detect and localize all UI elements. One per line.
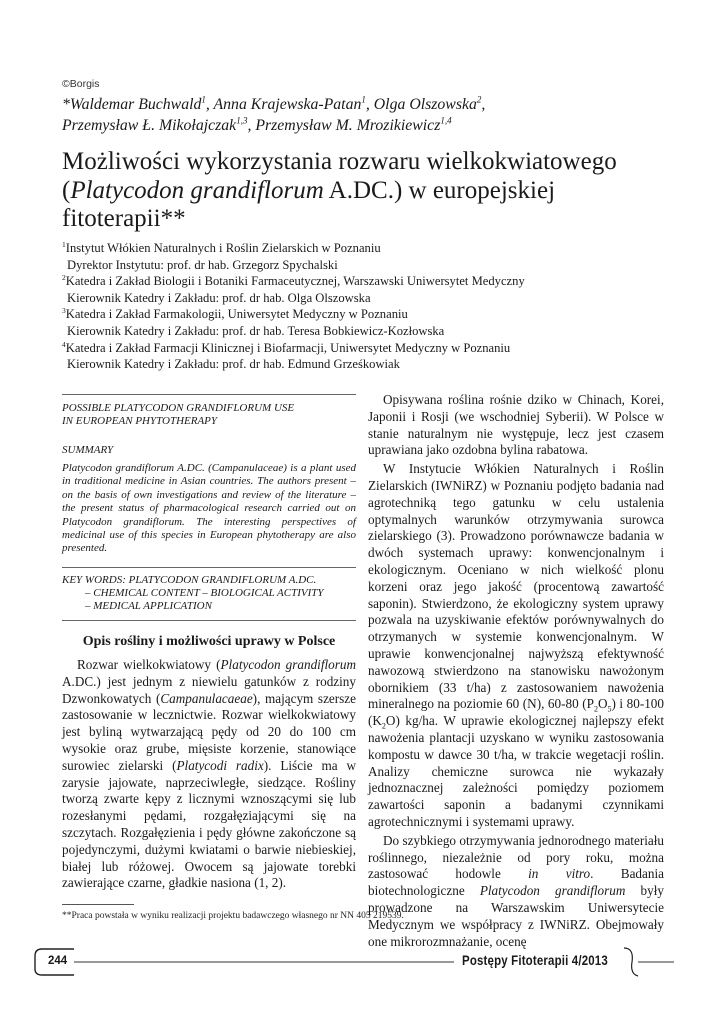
author-affil-mark: 1,3: [236, 115, 248, 126]
copyright-label: ©Borgis: [62, 78, 100, 90]
page-footer: [34, 944, 674, 980]
affiliation-text: Kierownik Katedry i Zakładu: prof. dr hab. Olga Olszowska: [67, 290, 371, 305]
title-paren: (: [62, 176, 71, 204]
english-title-line-1: POSSIBLE PLATYCODON GRANDIFLORUM USE: [62, 402, 295, 414]
affiliation-text: Katedra i Zakład Farmacji Klinicznej i Biofarmacji, Uniwersytet Medyczny w Poznaniu: [65, 340, 511, 355]
summary-text: Platycodon grandiflorum A.DC. (Campanulaceae) is a plant used in traditional medicine in Asian countries. The authors present – on the basis of own investigations and review of the literature – the present status of pharmacological research carried out on Platycodon grandiflorum. The interesting perspectives of medicinal use of this species in European phytotherapy are also presented.: [62, 462, 356, 555]
author-affil-mark: 2: [476, 94, 482, 105]
paragraph: Rozwar wielkokwiatowy (Platycodon grandiflorum A.DC.) jest jednym z niewielu gatunków z rodziny Dzwonkowatych (Campanulacaeae), mającym szersze zastosowanie w lecznictwie. Rozwar wielkokwiatowy jest byliną wytwarzającą pędy od 20 do 100 cm wysokie oraz grube, mięsiste korzenie, stanowiące surowiec zielarski (Platycodi radix). Liście ma w zarysie jajowate, naprzeciwległe, siedzące. Rośliny tworzą zwarte kępy z licznymi wznoszącymi się lub rozesłanymi pędami, rozgałęziającymi się na szczytach. Rozgałęzienia i pędy główne zakończone są pojedynczymi, dużymi kwiatami o barwie niebieskiej, białej lub różowej. Owocem są jajowate torebki zawierające czarne, gładkie nasiona (1, 2).: [62, 657, 357, 891]
title-line-2: A.DC.) w europejskiej: [323, 176, 556, 204]
paragraph: Opisywana roślina rośnie dziko w Chinach, Korei, Japonii i Rosji (we wschodniej Syberii). W Polsce w stanie naturalnym nie występuje, lecz jest czasem uprawiana jako ozdobna bylina rabatowa.: [368, 392, 664, 458]
footnote: **Praca powstała w wyniku realizacji projektu badawczego własnego nr NN 405 219539.: [62, 911, 404, 921]
author-separator: ,: [481, 96, 486, 113]
affiliation-line: [62, 240, 682, 257]
body-left-column: [62, 657, 356, 892]
section-heading: Opis rośliny i możliwości uprawy w Polsce: [82, 634, 336, 649]
author-affil-mark: 1: [201, 94, 206, 105]
author-name: , Olga Olszowska: [365, 96, 477, 113]
english-title-line-2: IN EUROPEAN PHYTOTHERAPY: [62, 415, 218, 427]
keywords-line-1: KEY WORDS: PLATYCODON GRANDIFLORUM A.DC.: [62, 573, 317, 586]
footnote-rule: [62, 904, 134, 905]
abstract-bottom-rule: [62, 620, 356, 621]
title-line-1: Możliwości wykorzystania rozwaru wielkokwiatowego: [62, 148, 617, 175]
author-affil-mark: 1: [361, 94, 366, 105]
author-affil-mark: 1,4: [440, 115, 452, 126]
title-line-3: fitoterapii**: [62, 205, 186, 233]
title-species: Platycodon grandiflorum: [70, 176, 324, 204]
affiliation-line: [62, 340, 682, 357]
article-title: [62, 148, 672, 234]
body-right-column: [368, 392, 664, 950]
affiliation-line: [62, 290, 682, 307]
page-number: 244: [48, 955, 68, 967]
summary-label: SUMMARY: [62, 444, 114, 456]
author-name: , Przemysław M. Mrozikiewicz: [247, 117, 441, 134]
keywords-line-3: – MEDICAL APPLICATION: [85, 599, 212, 612]
affiliation-number: 2: [62, 273, 66, 282]
affiliations: [62, 240, 682, 373]
author-line-1: [62, 94, 672, 115]
abstract-box: [62, 394, 356, 621]
affiliation-text: Kierownik Katedry i Zakładu: prof. dr hab. Edmund Grześkowiak: [67, 357, 400, 372]
author-name: , Anna Krajewska-Patan: [205, 96, 362, 113]
affiliation-line: [62, 323, 682, 340]
paragraph: Do szybkiego otrzymywania jednorodnego materiału roślinnego, niezależnie od pory roku, można zastosować hodowle in vitro. Badania biotechnologiczne Platycodon grandiflorum były prowadzone na Warszawskim Uniwersytecie Medycznym we współpracy z IWNiRZ. Obejmowały one mikrorozmnażanie, ocenę: [368, 832, 664, 949]
affiliation-line: [62, 273, 682, 290]
affiliation-text: Dyrektor Instytutu: prof. dr hab. Grzegorz Spychalski: [67, 257, 338, 272]
affiliation-line: [62, 306, 682, 323]
affiliation-text: Katedra i Zakład Farmakologii, Uniwersytet Medyczny w Poznaniu: [65, 307, 408, 322]
author-name: Przemysław Ł. Mikołajczak: [62, 117, 237, 134]
english-title: [62, 395, 356, 428]
keywords-line-2: – CHEMICAL CONTENT – BIOLOGICAL ACTIVITY: [85, 586, 324, 599]
affiliation-text: Kierownik Katedry i Zakładu: prof. dr hab. Teresa Bobkiewicz-Kozłowska: [67, 323, 445, 338]
affiliation-line: [62, 356, 682, 373]
author-name: *Waldemar Buchwald: [62, 96, 202, 113]
affiliation-number: 1: [62, 239, 66, 249]
affiliation-number: 4: [62, 339, 66, 349]
keywords: [62, 568, 356, 613]
affiliation-line: [62, 257, 682, 274]
paragraph: W Instytucie Włókien Naturalnych i Roślin Zielarskich (IWNiRZ) w Poznaniu podjęto badania nad agrotechniką tego gatunku w celu ustalenia optymalnych warunków otrzymywania surowca zielarskiego (3). Prowadzono porównawcze badania w dwóch systemach uprawy: konwencjonalnym i ekologicznym. Oceniano w nich wielkość plonu korzeni oraz jego jakość (procentową zawartość saponin). Stwierdzono, że ekologiczny system uprawy pozwala na uzyskiwanie efektów porównywalnych do otrzymanych w systemie konwencjonalnym. W uprawie konwencjonalnej najwyższą efektywność nawozową stwierdzono na stanowisku nawożonym obornikiem (33 t/ha) z zastosowaniem nawożenia mineralnego na poziomie 60 (N), 60-80 $(P_2O_5)$ i 80-100 $(K_2O)$ kg/ha. W uprawie ekologicznej najlepszy efekt nawożenia plantacji uzyskano w wyniku zastosowania kompostu w dawce 30 t/ha, w trakcie wegetacji roślin. Analizy chemiczne surowca nie wykazały jednoznacznej zależności pomiędzy poziomem zawartości saponin a badanymi czynnikami agrotechnicznymi i systemami uprawy.: [368, 461, 664, 829]
affiliation-text: Katedra i Zakład Biologii i Botaniki Farmaceutycznej, Warszawski Uniwersytet Medyczny: [65, 274, 525, 289]
affiliation-text: Instytut Włókien Naturalnych i Roślin Zielarskich w Poznaniu: [65, 241, 381, 255]
author-list: [62, 94, 672, 136]
affiliation-number: 3: [62, 306, 66, 316]
author-line-2: [62, 115, 672, 136]
journal-name: Postępy Fitoterapii 4/2013: [462, 952, 608, 968]
